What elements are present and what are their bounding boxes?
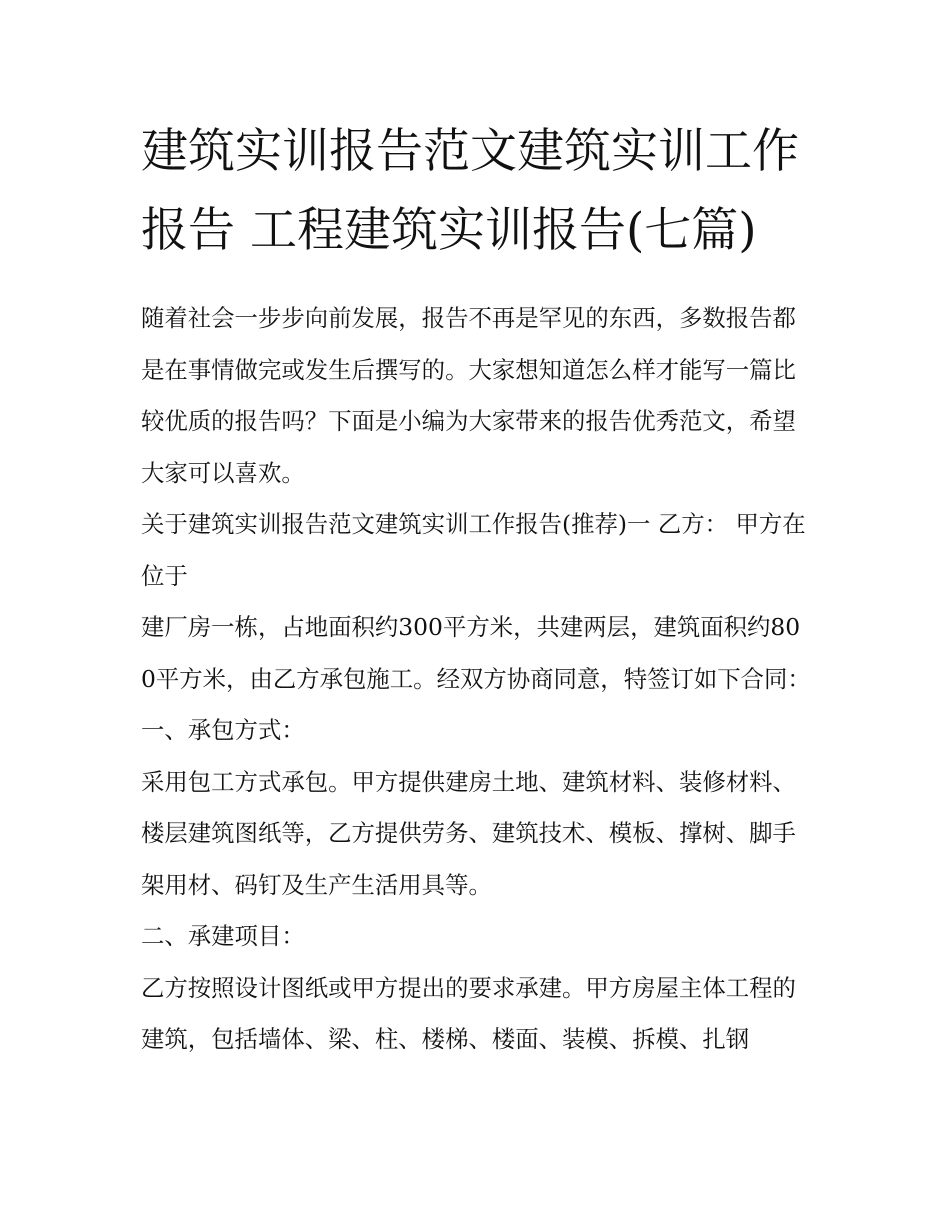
paragraph-contract-method: 采用包工方式承包。甲方提供建房土地、建筑材料、装修材料、楼层建筑图纸等，乙方提供劳务、建筑技术、模板、撑树、脚手架用材、码钉及生产生活用具等。 [141, 767, 796, 899]
paragraph-building-scope: 建厂房一栋，占地面积约300平方米，共建两层，建筑面积约800平方米，由乙方承包施工。经双方协商同意，特签订如下合同： 一、承包方式： [141, 613, 811, 744]
document-body [141, 112, 813, 1066]
paragraph-intro: 随着社会一步步向前发展，报告不再是罕见的东西，多数报告都是在事情做完或发生后撰写的。大家想知道怎么样才能写一篇比较优质的报告吗？下面是小编为大家带来的报告优秀范文，希望大家可以喜欢。 [141, 304, 796, 487]
document-title: 建筑实训报告范文建筑实训工作报告 工程建筑实训报告(七篇) [141, 124, 799, 258]
section-heading-project: 二、承建项目： [141, 922, 305, 950]
paragraph-project-details: 乙方按照设计图纸或甲方提出的要求承建。甲方房屋主体工程的建筑，包括墙体、梁、柱、楼梯、楼面、装模、拆模、扎钢 [141, 973, 796, 1053]
paragraph-contract-heading: 关于建筑实训报告范文建筑实训工作报告(推荐)一 乙方： 甲方在位于 [141, 510, 806, 590]
